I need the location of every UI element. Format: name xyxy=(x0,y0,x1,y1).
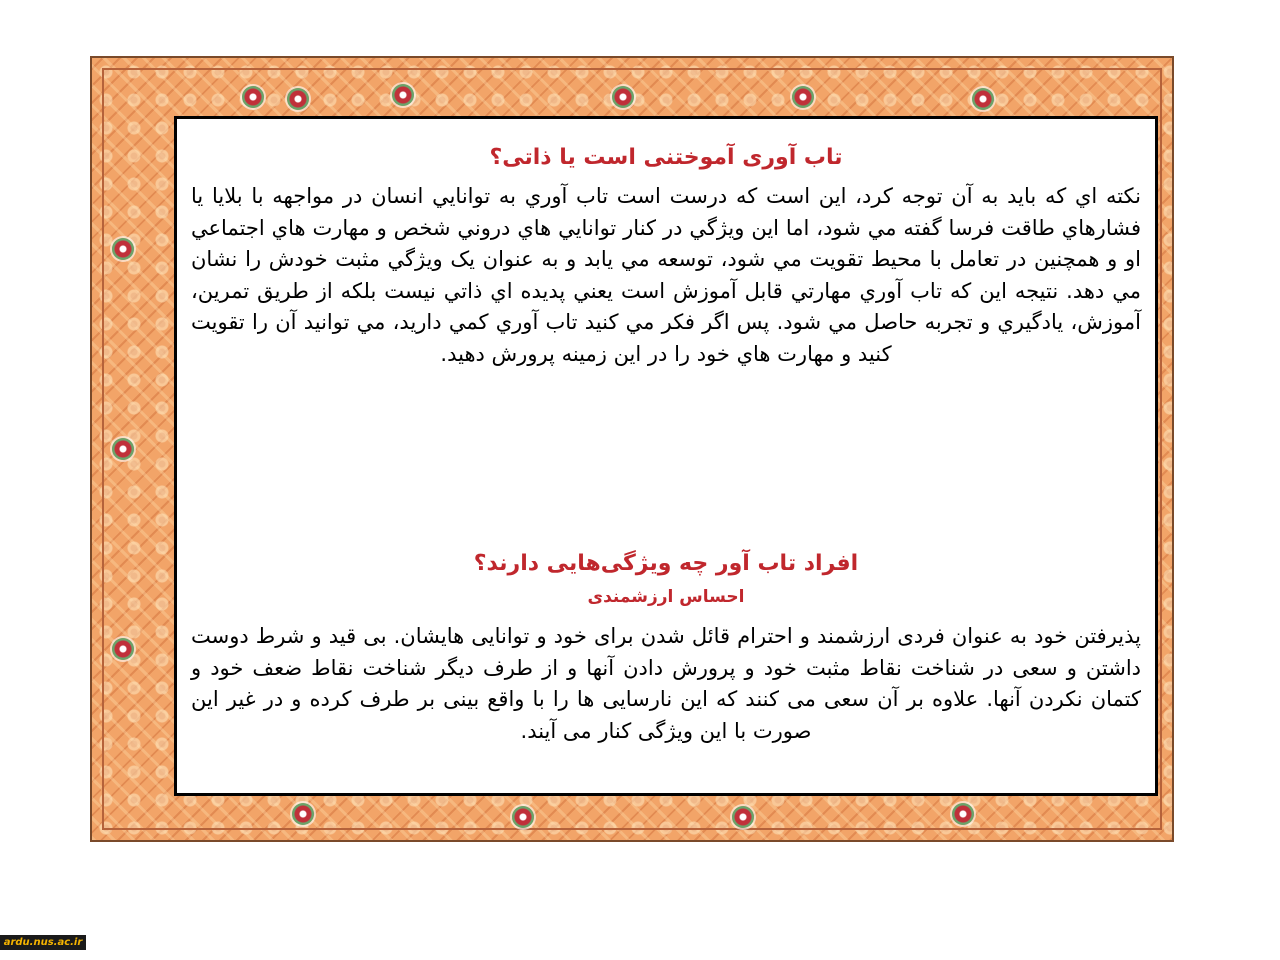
flower-ornament-icon xyxy=(732,806,754,828)
section1-heading: تاب آوری آموختنی است یا ذاتی؟ xyxy=(489,145,843,170)
site-logo: ardu.nus.ac.ir xyxy=(0,935,86,950)
flower-ornament-icon xyxy=(972,88,994,110)
flower-ornament-icon xyxy=(512,806,534,828)
section2-paragraph: پذیرفتن خود به عنوان فردی ارزشمند و احترام قائل شدن برای خود و توانایی هایشان. بی قید و شرط دوست داشتن و سعی در شناخت نقاط مثبت خود و پرورش دادن آنها و از طرف دیگر شناخت نقاط ضعف خود و کتمان نکردن آنها. علاوه بر آن سعی می کنند که این نارسایی ها را با واقع بینی بر طرف کرده و در غیر این صورت با این ویژگی کنار می آیند. xyxy=(191,624,1141,743)
flower-ornament-icon xyxy=(292,803,314,825)
flower-ornament-icon xyxy=(112,438,134,460)
flower-ornament-icon xyxy=(112,238,134,260)
flower-ornament-icon xyxy=(792,86,814,108)
section2-heading: افراد تاب آور چه ویژگی‌هایی دارند؟ xyxy=(473,551,859,576)
flower-ornament-icon xyxy=(242,86,264,108)
flower-ornament-icon xyxy=(112,638,134,660)
flower-ornament-icon xyxy=(392,84,414,106)
flower-ornament-icon xyxy=(952,803,974,825)
section2-subheading: احساس ارزشمندی xyxy=(587,587,745,607)
flower-ornament-icon xyxy=(287,88,309,110)
content-panel xyxy=(174,116,1158,796)
section1-paragraph: نكته اي كه بايد به آن توجه كرد، اين است كه درست است تاب آوري به توانايي انسان در مواجهه با بلايا يا فشارهاي طاقت فرسا گفته مي شود، اما اين ويژگي در كنار توانايي هاي دروني شخص و مهارت هاي اجتماعي او و همچنين در تعامل با محيط تقويت مي شود، توسعه مي يابد و به عنوان يک ويژگي مثبت خودش را نشان مي دهد. نتيجه اين كه تاب آوري مهارتي قابل آموزش است يعني پديده اي ذاتي نيست بلكه از طريق تمرين، آموزش، يادگيري و تجربه حاصل مي شود. پس اگر فكر مي كنيد تاب آوري كمي داريد، مي توانيد آن را تقويت كنيد و مهارت هاي خود را در اين زمينه پرورش دهيد. xyxy=(191,184,1141,366)
flower-ornament-icon xyxy=(612,86,634,108)
